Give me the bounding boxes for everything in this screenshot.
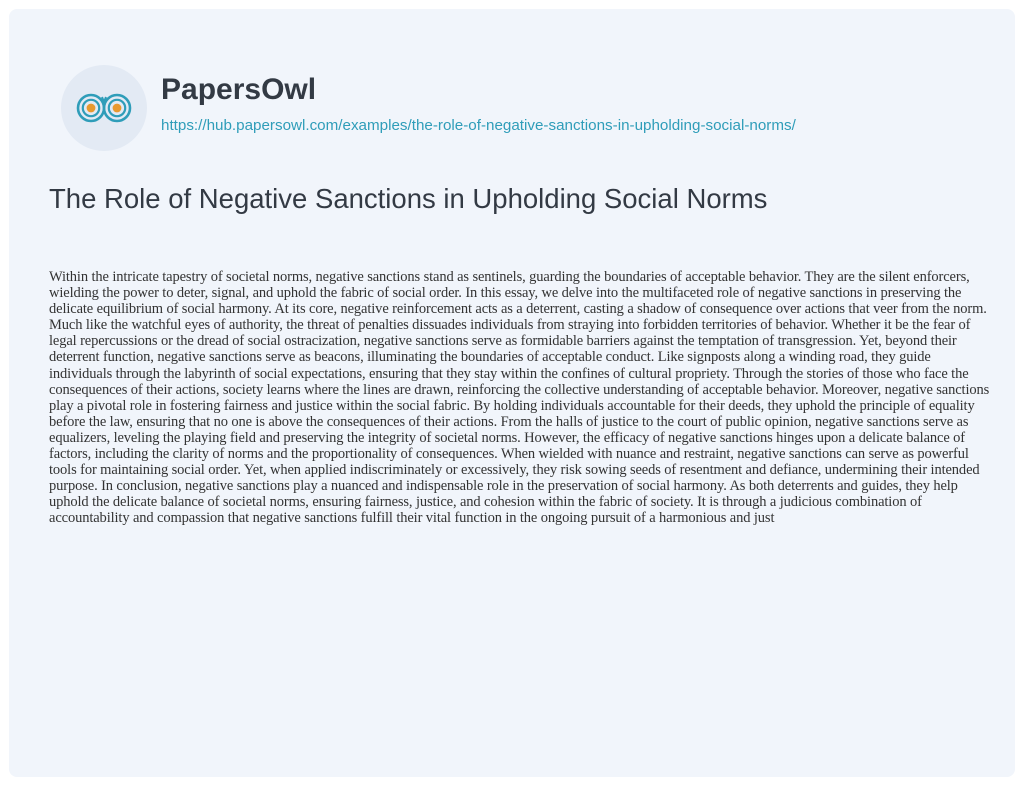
- header: [61, 65, 901, 151]
- essay-body: Within the intricate tapestry of societal norms, negative sanctions stand as sentinels, guarding the boundaries of acceptable behavior. They are the silent enforcers, wielding the power to deter, signal, and uphold the fabric of social order. In this essay, we delve into the multifaceted role of negative sanctions in preserving the delicate equilibrium of social harmony. At its core, negative reinforcement acts as a deterrent, casting a shadow of consequence over actions that veer from the norm. Much like the watchful eyes of authority, the threat of penalties dissuades individuals from straying into forbidden territories of behavior. Whether it be the fear of legal repercussions or the dread of social ostracization, negative sanctions serve as formidable barriers against the temptation of transgression. Yet, beyond their deterrent function, negative sanctions serve as beacons, illuminating the boundaries of acceptable conduct. Like signposts along a winding road, they guide individuals through the labyrinth of social expectations, ensuring that they stay within the confines of cultural propriety. Through the stories of those who face the consequences of their actions, society learns where the lines are drawn, reinforcing the collective understanding of acceptable behavior. Moreover, negative sanctions play a pivotal role in fostering fairness and justice within the social fabric. By holding individuals accountable for their deeds, they uphold the principle of equality before the law, ensuring that no one is above the consequences of their actions. From the halls of justice to the court of public opinion, negative sanctions serve as equalizers, leveling the playing field and preserving the integrity of societal norms. However, the efficacy of negative sanctions hinges upon a delicate balance of factors, including the clarity of norms and the proportionality of consequences. When wielded with nuance and restraint, negative sanctions can serve as powerful tools for maintaining social order. Yet, when applied indiscriminately or excessively, they risk sowing seeds of resentment and defiance, undermining their intended purpose. In conclusion, negative sanctions play a nuanced and indispensable role in the preservation of social harmony. As both deterrents and guides, they help uphold the delicate balance of societal norms, ensuring fairness, justice, and cohesion within the fabric of society. It is through a judicious combination of accountability and compassion that negative sanctions fulfill their vital function in the ongoing pursuit of a harmonious and just: [49, 269, 990, 527]
- document-page: [9, 9, 1015, 777]
- brand-block: [161, 65, 901, 136]
- brand-name: PapersOwl: [161, 73, 317, 106]
- logo[interactable]: [61, 65, 147, 151]
- owl-eyes-icon: [75, 88, 133, 128]
- essay-title: The Role of Negative Sanctions in Upholding Social Norms: [49, 183, 768, 214]
- source-url-link[interactable]: https://hub.papersowl.com/examples/the-role-of-negative-sanctions-in-upholding-social-norms/: [161, 117, 796, 134]
